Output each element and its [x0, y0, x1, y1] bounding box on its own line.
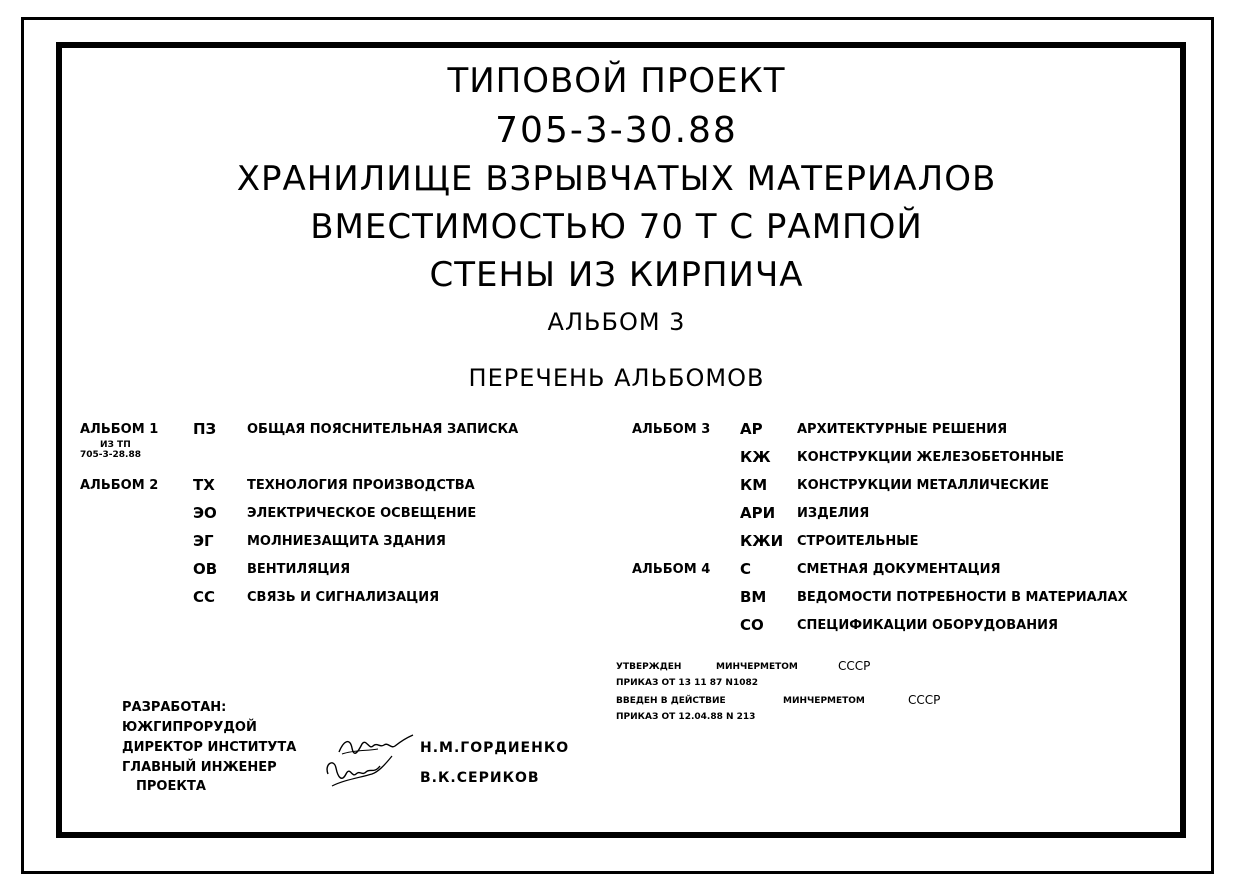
title-line-1: ТИПОВОЙ ПРОЕКТ	[447, 61, 786, 101]
list-item-code: КЖИ	[740, 532, 784, 550]
list-item-code: АР	[740, 420, 763, 438]
approval-line-2: ПРИКАЗ ОТ 13 11 87 N1082	[616, 678, 758, 688]
approval-line-3a: ВВЕДЕН В ДЕЙСТВИЕ	[616, 696, 726, 706]
approval-line-1c: СССР	[838, 659, 871, 673]
engineer-label-2: ПРОЕКТА	[136, 779, 206, 794]
list-item-text: СВЯЗЬ И СИГНАЛИЗАЦИЯ	[247, 590, 440, 605]
title-line-5: СТЕНЫ ИЗ КИРПИЧА	[429, 255, 804, 295]
developer-heading: РАЗРАБОТАН:	[122, 700, 227, 715]
list-item-text: КОНСТРУКЦИИ МЕТАЛЛИЧЕСКИЕ	[797, 478, 1050, 493]
album-1-note: ИЗ ТП	[100, 440, 131, 450]
list-item-text: СТРОИТЕЛЬНЫЕ	[797, 534, 919, 549]
list-item-text: МОЛНИЕЗАЩИТА ЗДАНИЯ	[247, 534, 446, 549]
album-3-label: АЛЬБОМ 3	[632, 422, 711, 437]
list-item-text: ЭЛЕКТРИЧЕСКОЕ ОСВЕЩЕНИЕ	[247, 506, 477, 521]
title-line-3: ХРАНИЛИЩЕ ВЗРЫВЧАТЫХ МАТЕРИАЛОВ	[236, 159, 997, 199]
list-item-code: АРИ	[740, 504, 776, 522]
album-4-label: АЛЬБОМ 4	[632, 562, 711, 577]
list-heading: ПЕРЕЧЕНЬ АЛЬБОМОВ	[468, 364, 765, 392]
list-item-code: ЭО	[193, 504, 217, 522]
approval-line-3b: МИНЧЕРМЕТОМ	[783, 696, 865, 706]
engineer-label: ГЛАВНЫЙ ИНЖЕНЕР	[122, 760, 277, 775]
list-item-text: ВЕДОМОСТИ ПОТРЕБНОСТИ В МАТЕРИАЛАХ	[797, 590, 1128, 605]
list-item-text: ИЗДЕЛИЯ	[797, 506, 870, 521]
list-item-code: ЭГ	[193, 532, 214, 550]
title-line-4: ВМЕСТИМОСТЬЮ 70 Т С РАМПОЙ	[310, 207, 923, 247]
list-item-text: КОНСТРУКЦИИ ЖЕЛЕЗОБЕТОННЫЕ	[797, 450, 1065, 465]
list-item-code: СС	[193, 588, 216, 606]
list-item-code: ТХ	[193, 476, 215, 494]
approval-line-1a: УТВЕРЖДЕН	[616, 662, 682, 672]
list-item-text: АРХИТЕКТУРНЫЕ РЕШЕНИЯ	[797, 422, 1008, 437]
approval-line-3c: СССР	[908, 693, 941, 707]
list-item-text: ТЕХНОЛОГИЯ ПРОИЗВОДСТВА	[247, 478, 475, 493]
album-number: АЛЬБОМ 3	[547, 308, 686, 336]
engineer-signature	[322, 752, 402, 792]
list-item-text: СПЕЦИФИКАЦИИ ОБОРУДОВАНИЯ	[797, 618, 1058, 633]
list-item-code: СО	[740, 616, 764, 634]
list-item-text: СМЕТНАЯ ДОКУМЕНТАЦИЯ	[797, 562, 1001, 577]
list-item-code: ВМ	[740, 588, 767, 606]
project-number: 705-3-30.88	[495, 110, 738, 151]
developer-org: ЮЖГИПРОРУДОЙ	[122, 720, 257, 735]
director-label: ДИРЕКТОР ИНСТИТУТА	[122, 740, 297, 755]
list-item-code: ОВ	[193, 560, 218, 578]
album-1-source: 705-3-28.88	[80, 450, 141, 460]
list-item-code: С	[740, 560, 752, 578]
list-item-text: ВЕНТИЛЯЦИЯ	[247, 562, 351, 577]
approval-line-4: ПРИКАЗ ОТ 12.04.88 N 213	[616, 712, 756, 722]
album-2-label: АЛЬБОМ 2	[80, 478, 159, 493]
engineer-name: В.К.СЕРИКОВ	[420, 770, 540, 786]
list-item-text: ОБЩАЯ ПОЯСНИТЕЛЬНАЯ ЗАПИСКА	[247, 422, 519, 437]
list-item-code: КЖ	[740, 448, 771, 466]
list-item-code: ПЗ	[193, 420, 217, 438]
album-1-label: АЛЬБОМ 1	[80, 422, 159, 437]
list-item-code: КМ	[740, 476, 768, 494]
approval-line-1b: МИНЧЕРМЕТОМ	[716, 662, 798, 672]
director-name: Н.М.ГОРДИЕНКО	[420, 740, 570, 756]
